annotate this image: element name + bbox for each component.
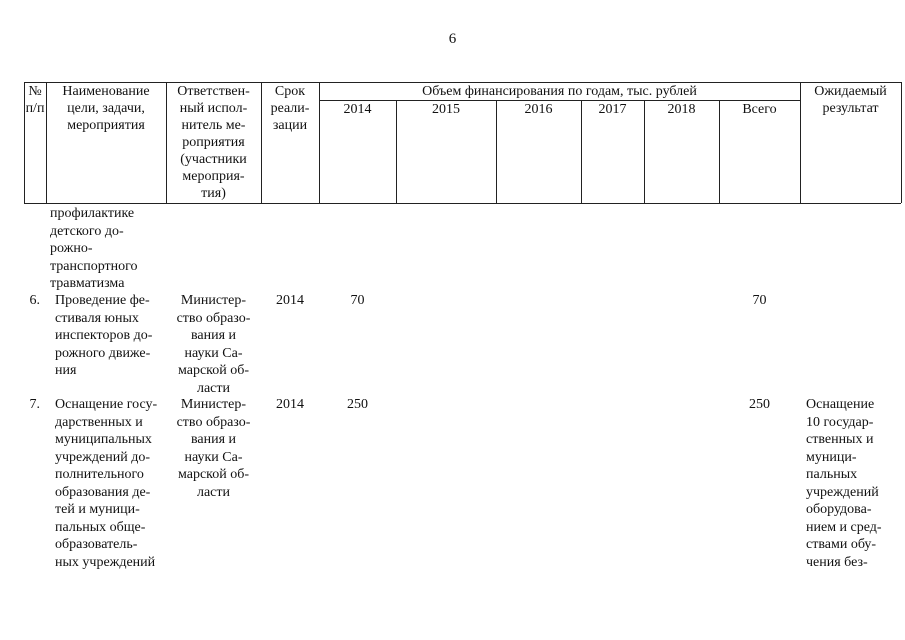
header-result: Ожидаемый результат xyxy=(814,84,887,116)
row-2014: 70 xyxy=(350,293,365,308)
header-name: Наименование цели, задачи, мероприятия xyxy=(62,84,150,133)
header-bottom-border xyxy=(24,203,901,204)
row-total: 250 xyxy=(749,397,770,412)
row-term: 2014 xyxy=(276,293,304,308)
header-year-2018: 2018 xyxy=(667,102,696,117)
header-funding-title: Объем финансирования по годам, тыс. рублей xyxy=(422,84,697,99)
row-num: 7. xyxy=(29,397,40,412)
header-year-2016: 2016 xyxy=(524,102,553,117)
continuation-name: профилактике детского до- рожно- транспортного травматизма xyxy=(50,206,138,291)
page-number: 6 xyxy=(448,31,457,47)
row-total: 70 xyxy=(752,293,767,308)
table-header xyxy=(24,82,901,203)
row-responsible: Министер- ство образо- вания и науки Са- марской об- ласти xyxy=(176,293,251,396)
row-term: 2014 xyxy=(276,397,304,412)
row-num: 6. xyxy=(29,293,40,308)
row-2014: 250 xyxy=(347,397,368,412)
header-year-2015: 2015 xyxy=(432,102,460,117)
header-year-2017: 2017 xyxy=(598,102,627,117)
header-year-2014: 2014 xyxy=(343,102,372,117)
col-border xyxy=(901,82,902,203)
row-name: Проведение фе- стиваля юных инспекторов до- рожного движе- ния xyxy=(55,293,153,378)
header-responsible: Ответствен- ный испол- нитель ме- роприятия (участники мероприя- тия) xyxy=(177,84,250,201)
row-name: Оснащение госу- дарственных и муниципальных учреждений до- полнительного образования де- тей и муници- пальных обще- образователь- ных учреждений xyxy=(55,397,158,570)
row-result: Оснащение 10 государ- ственных и муници- пальных учреждений оборудова- нием и сред- ствами обу- чения без- xyxy=(806,397,882,570)
header-num: № п/п xyxy=(25,84,45,116)
header-term: Срок реали- зации xyxy=(270,84,310,133)
row-responsible: Министер- ство образо- вания и науки Са- марской об- ласти xyxy=(176,397,251,500)
header-total: Всего xyxy=(742,102,777,117)
